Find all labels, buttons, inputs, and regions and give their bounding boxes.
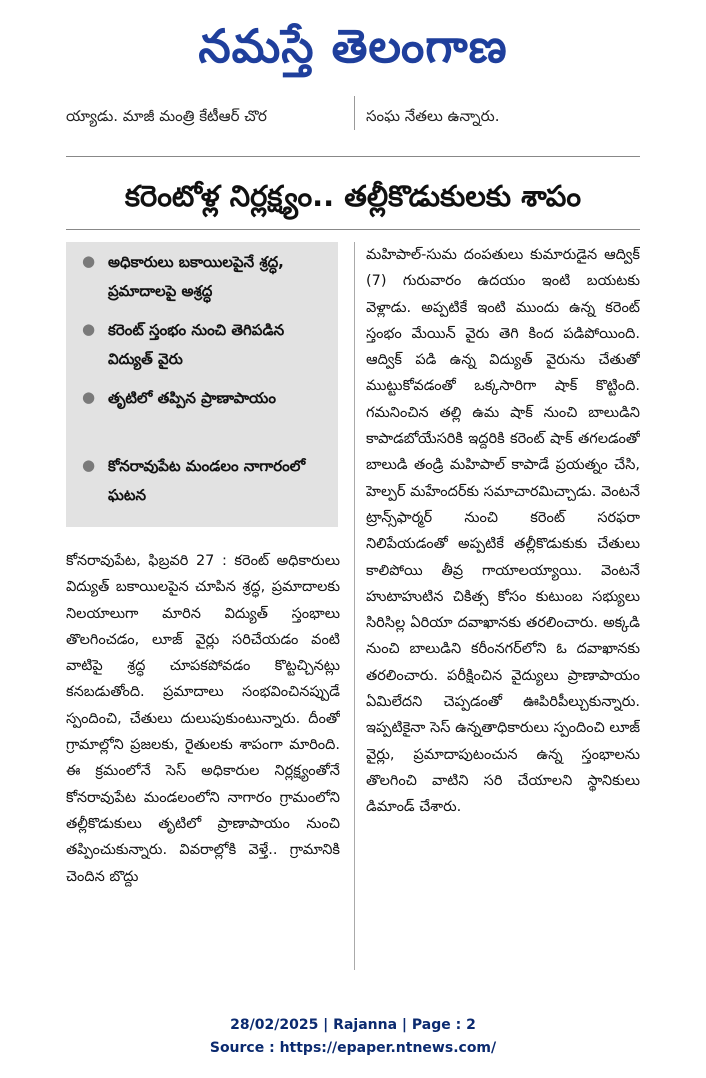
source-credit: Source : https://epaper.ntnews.com/ — [209, 1040, 497, 1056]
highlight-text: కోనరావుపేట మండలం నాగారంలో ఘటన — [108, 457, 306, 504]
column-divider-top — [354, 96, 355, 130]
newspaper-masthead: నమస్తే తెలంగాణ — [198, 19, 508, 73]
bullet-icon: ● — [82, 388, 96, 406]
bullet-icon: ● — [82, 456, 96, 474]
column-divider — [354, 242, 355, 970]
bullet-icon: ● — [82, 320, 96, 338]
article-headline: కరెంటోళ్ల నిర్లక్ష్యం.. తల్లీకొడుకులకు శాపం — [124, 179, 582, 213]
edition-info: 28/02/2025 | Rajanna | Page : 2 — [230, 1017, 476, 1033]
headline-rule-top — [66, 156, 640, 157]
bullet-icon: ● — [82, 252, 96, 270]
previous-article-tail-left: య్యాడు. మాజీ మంత్రి కేటీఆర్ చొర — [66, 107, 267, 125]
article-body-right-column: మహిపాల్-సుమ దంపతులు కుమారుడైన ఆద్విక్ (7) గురువారం ఉదయం ఇంటి బయటకు వెళ్లాడు. అప్పటికే ఇంటి ముందు ఉన్న కరెంట్ స్తంభం మేయిన్ వైరు తెగి కింద పడిపోయింది. ఆద్విక్ పడి ఉన్న విద్యుత్ వైరును చేతుతో ముట్టుకోవడంతో ఒక్కసారిగా షాక్ కొట్టింది. గమనించిన తల్లి ఉమ షాక్ నుంచి బాలుడిని కాపాడబోయేసరికి ఇద్దరికి కరెంట్ షాక్ తగలడంతో బాలుడి తండ్రి మహిపాల్ కాపాడే ప్రయత్నం చేసి, హెల్పర్ మహేందర్‌కు సమాచారమిచ్చాడు. వెంటనే ట్రాన్స్‌ఫార్మర్ నుంచి కరెంట్ సరఫరా నిలిపేయడంతో అప్పటికే తల్లీకొడుకుకు చేతులు కాలిపోయి తీవ్ర గాయాలయ్యాయి. వెంటనే హుటాహుటిన చికిత్స కోసం కుటుంబ సభ్యులు సిరిసిల్ల ఏరియా దవాఖానకు తరలించారు. అక్కడి నుంచి బాలుడిని కరీంనగర్‌లోని ఓ దవాఖానకు తరలించారు. పరీక్షించిన వైద్యులు ప్రాణాపాయం ఏమిలేదని చెప్పడంతో ఊపిరిపీల్చుకున్నారు. ఇప్పటికైనా సెస్ ఉన్నతాధికారులు స్పందించి లూజ్ వైర్లు, ప్రమాదాపుటంచున ఉన్న స్తంభాలను తొలగించి వాటిని సరి చేయాలని స్థానికులు డిమాండ్ చేశారు. — [366, 247, 640, 816]
highlight-text: తృటిలో తప్పిన ప్రాణాపాయం — [108, 389, 276, 407]
headline-rule-bottom — [66, 229, 640, 230]
highlight-text: కరెంట్ స్తంభం నుంచి తెగిపడిన విద్యుత్ వైరు — [108, 321, 285, 368]
article-body-left-column: కోనరావుపేట, ఫిబ్రవరి 27 : కరెంట్ అధికారులు విద్యుత్ బకాయిలపైన చూపిన శ్రద్ధ, ప్రమాదాలకు నిలయాలుగా మారిన విద్యుత్ స్తంభాలు తొలగించడం, లూజ్ వైర్లు సరిచేయడం వంటి వాటిపై శ్రద్ధ చూపకపోవడం కొట్టచ్చినట్లు కనబడుతోంది. ప్రమాదాలు సంభవించినప్పుడే స్పందించి, చేతులు దులుపుకుంటున్నారు. దీంతో గ్రామాల్లోని ప్రజలకు, రైతులకు శాపంగా మారింది. ఈ క్రమంలోనే సెస్ అధికారుల నిర్లక్ష్యంతోనే కోనరావుపేట మండలంలోని నాగారం గ్రామంలోని తల్లీకొడుకులు తృటిలో ప్రాణాపాయం నుంచి తప్పించుకున్నారు. వివరాల్లోకి వెళ్తే.. గ్రామానికి చెందిన బొద్దు — [66, 553, 340, 885]
highlights-box — [66, 242, 338, 527]
previous-article-tail-right: సంఘ నేతలు ఉన్నారు. — [366, 107, 500, 125]
highlight-text: అధికారులు బకాయిలపైనే శ్రద్ధ, ప్రమాదాలపై అశ్రద్ధ — [108, 253, 284, 300]
